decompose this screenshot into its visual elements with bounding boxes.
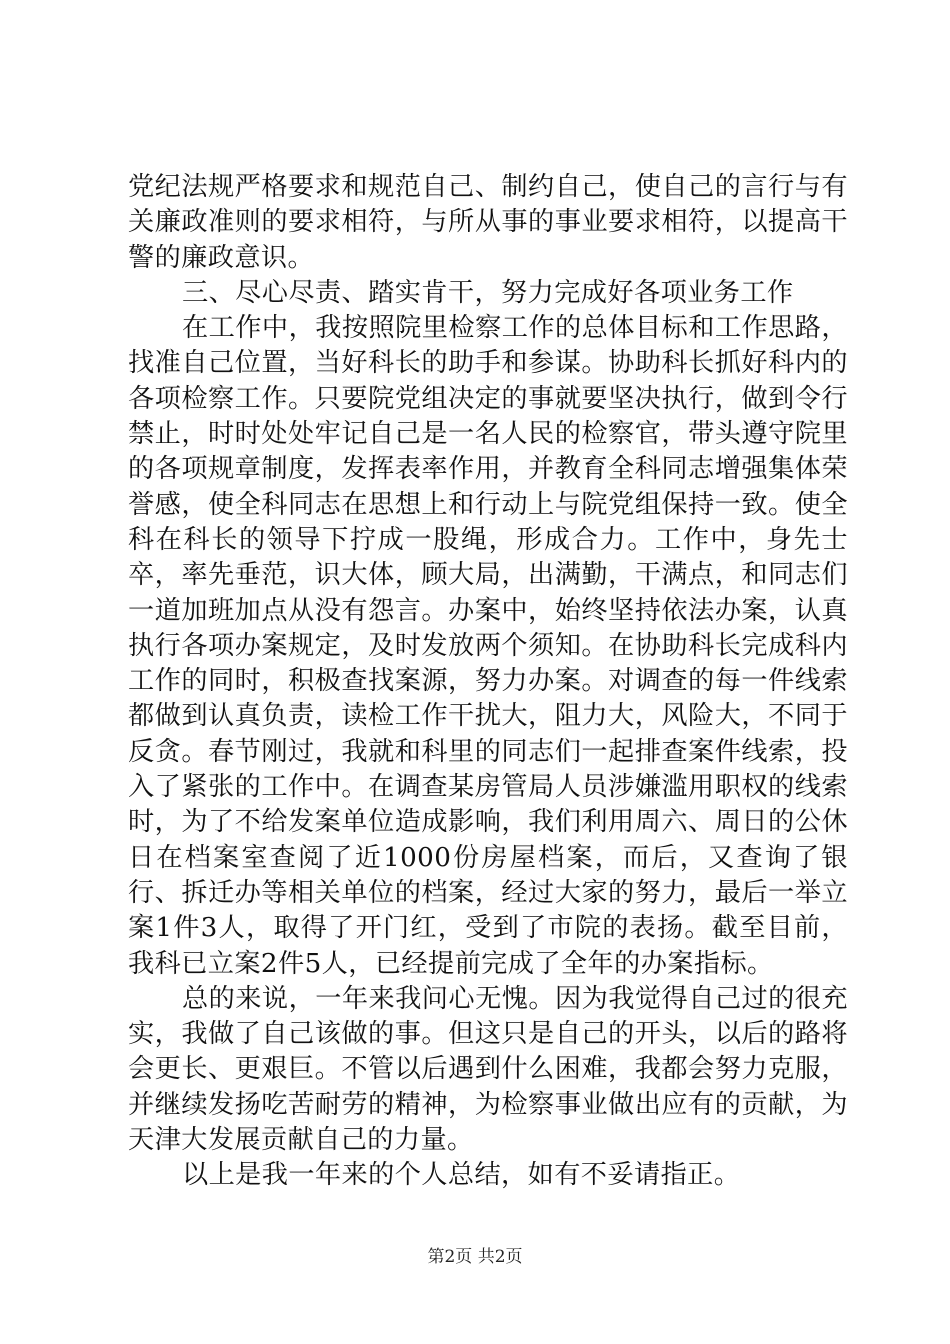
section-heading: 三、尽心尽责、踏实肯干，努力完成好各项业务工作	[182, 277, 794, 308]
page-footer: 第2页 共2页	[427, 1247, 523, 1267]
document-body	[128, 170, 848, 1194]
paragraph-closing: 以上是我一年来的个人总结，如有不妥请指正。	[182, 1160, 741, 1191]
paragraph-summary: 总的来说，一年来我问心无愧。因为我觉得自己过的很充实，我做了自己该做的事。但这只是自己的开头，以后的路将会更长、更艰巨。不管以后遇到什么困难，我都会努力克服，并继续发扬吃苦耐劳的精神，为检察事业做出应有的贡献，为天津大发展贡献自己的力量。	[128, 983, 848, 1156]
paragraph-work: 在工作中，我按照院里检察工作的总体目标和工作思路，找准自己位置，当好科长的助手和参谋。协助科长抓好科内的各项检察工作。只要院党组决定的事就要坚决执行，做到令行禁止，时时处处牢记自己是一名人民的检察官，带头遵守院里的各项规章制度，发挥表率作用，并教育全科同志增强集体荣誉感，使全科同志在思想上和行动上与院党组保持一致。使全科在科长的领导下拧成一股绳，形成合力。工作中，身先士卒，率先垂范，识大体，顾大局，出满勤，干满点，和同志们一道加班加点从没有怨言。办案中，始终坚持依法办案，认真执行各项办案规定，及时发放两个须知。在协助科长完成科内工作的同时，积极查找案源，努力办案。对调查的每一件线索都做到认真负责，读检工作干扰大，阻力大，风险大，不同于反贪。春节刚过，我就和科里的同志们一起排查案件线索，投入了紧张的工作中。在调查某房管局人员涉嫌滥用职权的线索时，为了不给发案单位造成影响，我们利用周六、周日的公休日在档案室查阅了近1000份房屋档案，而后，又查询了银行、拆迁办等相关单位的档案，经过大家的努力，最后一举立案1件3人，取得了开门红，受到了市院的表扬。截至目前，我科已立案2件5人，已经提前完成了全年的办案指标。	[128, 313, 848, 979]
paragraph-continuation: 党纪法规严格要求和规范自己、制约自己，使自己的言行与有关廉政准则的要求相符，与所从事的事业要求相符，以提高干警的廉政意识。	[128, 172, 848, 273]
